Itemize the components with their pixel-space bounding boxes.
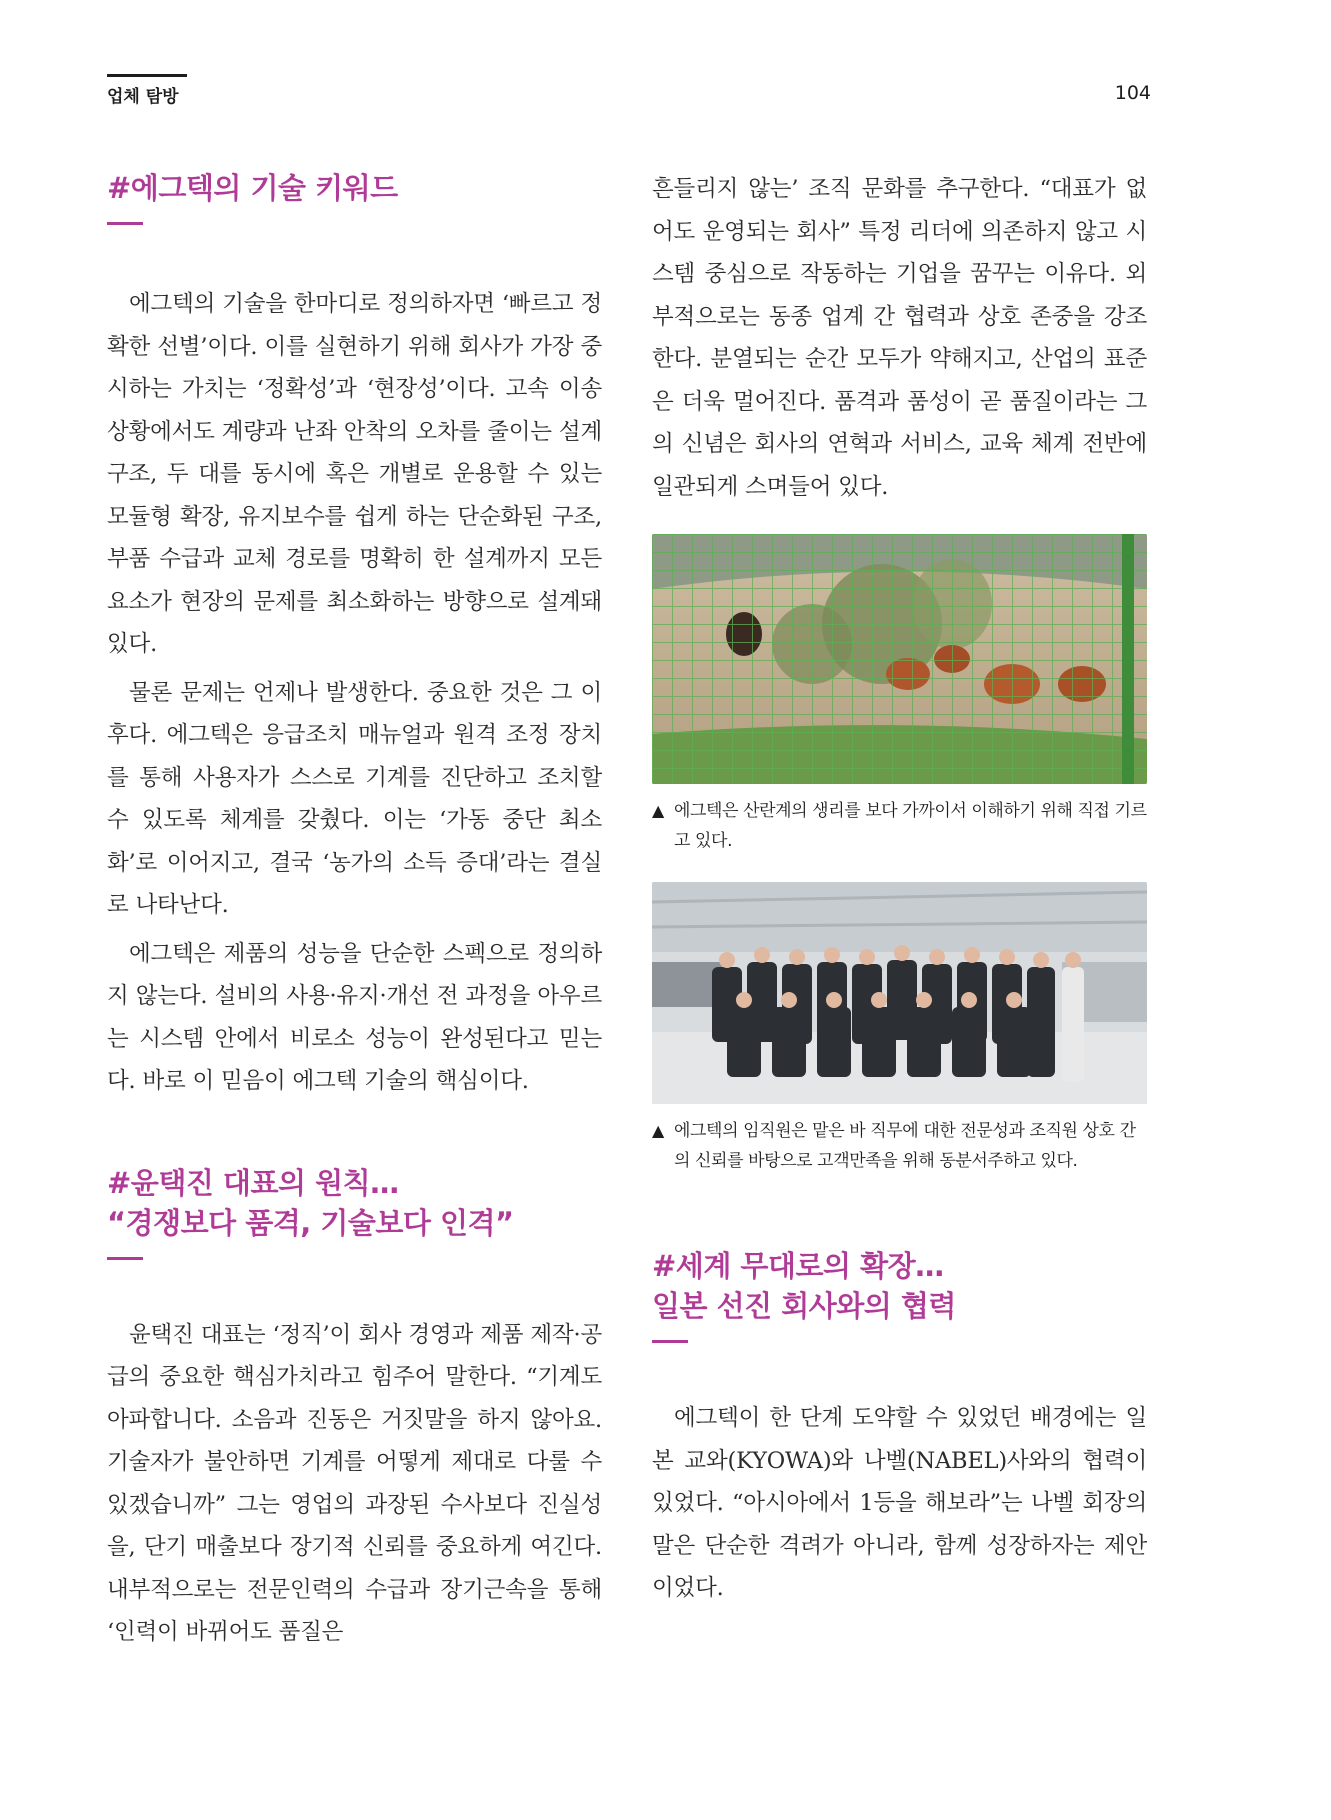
chickens-photo — [652, 534, 1147, 784]
principle-section-title — [107, 1163, 602, 1243]
staff-photo — [652, 882, 1147, 1104]
keyword-paragraph: 에그텍은 제품의 성능을 단순한 스펙으로 정의하지 않는다. 설비의 사용·유지·개선 전 과정을 아우르는 시스템 안에서 비로소 성능이 완성된다고 믿는다. 바로 이 믿음이 에그텍 기술의 핵심이다. — [107, 940, 602, 1094]
global-paragraph: 에그텍이 한 단계 도약할 수 있었던 배경에는 일본 교와(KYOWA)와 나벨(NABEL)사와의 협력이 있었다. “아시아에서 1등을 해보라”는 나벨 회장의 말은 단순한 격려가 아니라, 함께 성장하자는 제안이었다. — [652, 1405, 1147, 1601]
caption-triangle-icon: ▲ — [652, 1121, 664, 1140]
keyword-paragraph: 물론 문제는 언제나 발생한다. 중요한 것은 그 이후다. 에그텍은 응급조치 매뉴얼과 원격 조정 장치를 통해 사용자가 스스로 기계를 진단하고 조치할 수 있도록 체계를 갖췄다. 이는 ‘가동 중단 최소화’로 이어지고, 결국 ‘농가의 소득 증대’라는 결실로 나타난다. — [107, 679, 602, 918]
header-rule — [107, 74, 187, 77]
keyword-paragraph: 에그텍의 기술을 한마디로 정의하자면 ‘빠르고 정확한 선별’이다. 이를 실현하기 위해 회사가 가장 중시하는 가치는 ‘정확성’과 ‘현장성’이다. 고속 이송 상황에서도 계량과 난좌 안착의 오차를 줄이는 설계 구조, 두 대를 동시에 혹은 개별로 운용할 수 있는 모듈형 확장, 유지보수를 쉽게 하는 단순화된 구조, 부품 수급과 교체 경로를 명확히 한 설계까지 모든 요소가 현장의 문제를 최소화하는 방향으로 설계돼 있다. — [107, 291, 602, 657]
global-title-line1: #세계 무대로의 확장… — [652, 1249, 944, 1283]
caption-triangle-icon: ▲ — [652, 801, 664, 820]
staff-caption — [652, 1116, 1147, 1176]
principle-paragraph: 윤택진 대표는 ‘정직’이 회사 경영과 제품 제작·공급의 중요한 핵심가치라고 힘주어 말한다. “기계도 아파합니다. 소음과 진동은 거짓말을 하지 않아요. 기술자가 불안하면 기계를 어떻게 제대로 다룰 수 있겠습니까” 그는 영업의 과장된 수사보다 진실성을, 단기 매출보다 장기적 신뢰를 중요하게 여긴다. 내부적으로는 전문인력의 수급과 장기근속을 통해 ‘인력이 바뀌어도 품질은 — [107, 1321, 602, 1645]
principle-paragraph-continued: 흔들리지 않는’ 조직 문화를 추구한다. “대표가 없어도 운영되는 회사” 특정 리더에 의존하지 않고 시스템 중심으로 작동하는 기업을 꿈꾸는 이유다. 외부적으로는 동종 업계 간 협력과 상호 존중을 강조한다. 분열되는 순간 모두가 약해지고, 산업의 표준은 더욱 멀어진다. 품격과 품성이 곧 품질이라는 그의 신념은 회사의 연혁과 서비스, 교육 체계 전반에 일관되게 스며들어 있다. — [652, 176, 1147, 500]
staff-caption-text: 에그텍의 임직원은 맡은 바 직무에 대한 전문성과 조직원 상호 간의 신뢰를 바탕으로 고객만족을 위해 동분서주하고 있다. — [674, 1121, 1136, 1171]
principle-title-line1: #윤택진 대표의 원칙… — [107, 1165, 399, 1200]
page-number: 104 — [1114, 82, 1151, 104]
global-section-title — [652, 1246, 1147, 1326]
principle-title-line2: “경쟁보다 품격, 기술보다 인격” — [107, 1205, 514, 1240]
section-label: 업체 탐방 — [107, 87, 179, 107]
keyword-section-title: #에그텍의 기술 키워드 — [107, 171, 398, 205]
chickens-caption-text: 에그텍은 산란계의 생리를 보다 가까이서 이해하기 위해 직접 기르고 있다. — [674, 801, 1147, 851]
left-column — [107, 168, 602, 1654]
chickens-caption — [652, 796, 1147, 856]
global-title-line2: 일본 선진 회사와의 협력 — [652, 1289, 956, 1323]
right-column — [652, 168, 1147, 1610]
